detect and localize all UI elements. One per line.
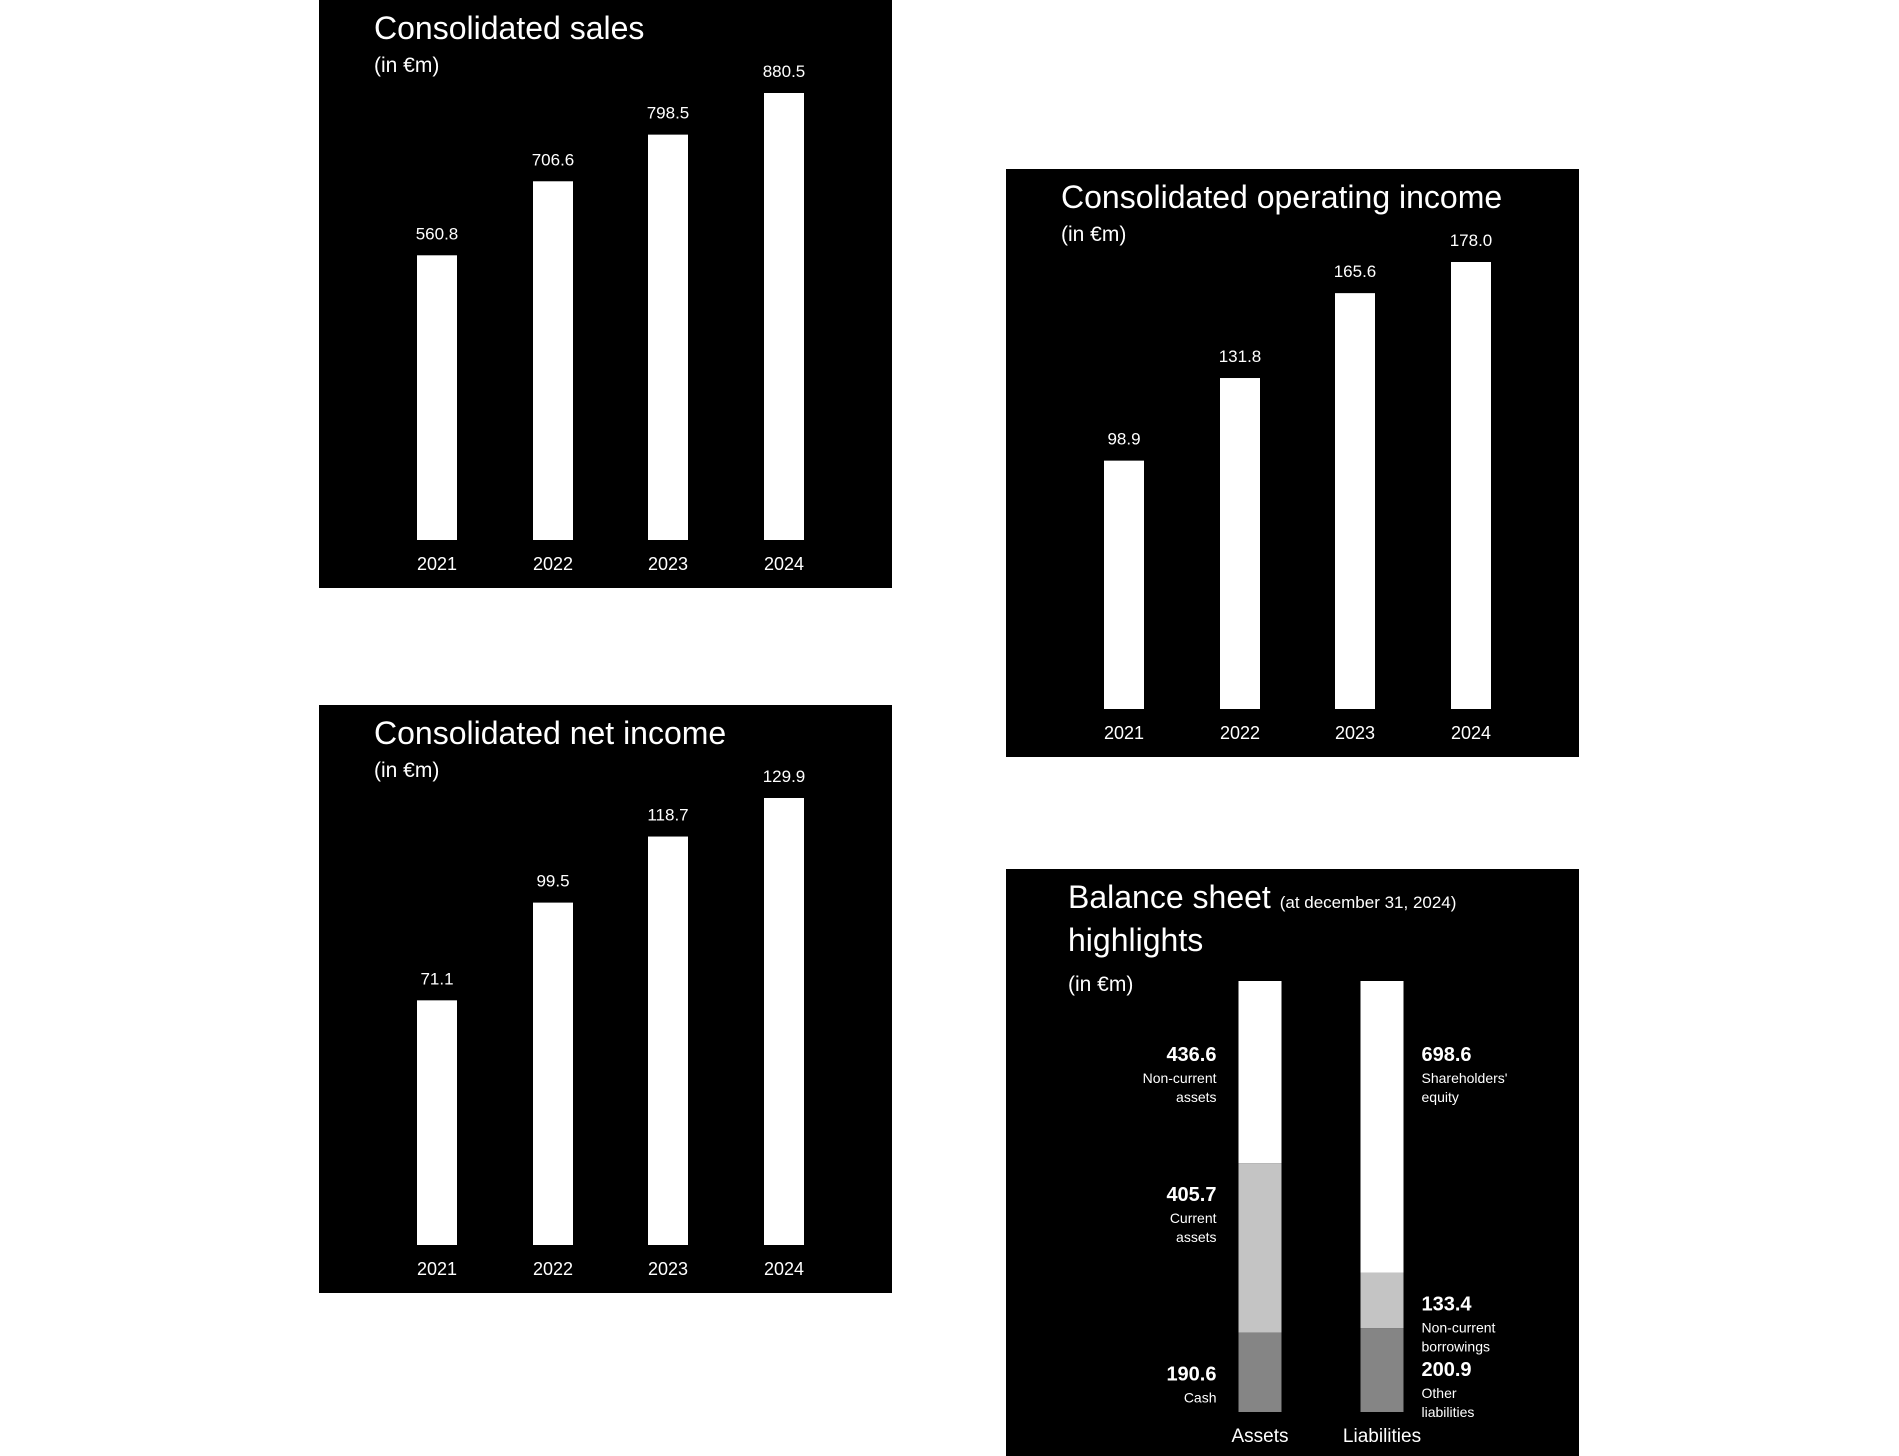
segment-name-label: Cash <box>1183 1389 1217 1406</box>
segment-cash <box>1239 1332 1282 1412</box>
x-tick-label-2023: 2023 <box>647 1259 689 1279</box>
x-tick-label-2021: 2021 <box>416 554 458 574</box>
chart-unit: (in €m) <box>1068 973 1134 996</box>
bar-2021 <box>417 255 457 540</box>
chart-unit: (in €m) <box>1061 223 1127 246</box>
segment-non-current-borrowings <box>1361 1273 1404 1329</box>
chart-title: Consolidated net income <box>374 715 727 751</box>
segment-name-label: borrowings <box>1421 1338 1490 1355</box>
x-tick-label-2023: 2023 <box>1334 723 1376 743</box>
chart-unit: (in €m) <box>374 759 440 782</box>
balance-sheet-chart-panel <box>1006 869 1579 1456</box>
bar-2024 <box>764 798 804 1245</box>
segment-name-label: Current <box>1169 1210 1217 1227</box>
segment-value-label: 190.6 <box>1166 1363 1217 1386</box>
bar-2022 <box>533 181 573 540</box>
x-tick-label-2022: 2022 <box>1219 723 1261 743</box>
data-label-2021: 71.1 <box>420 969 454 989</box>
segment-name-label: assets <box>1176 1229 1217 1246</box>
operating-income-chart-panel <box>1006 169 1579 757</box>
net-income-bar-chart <box>319 705 892 1293</box>
x-category-label-liabilities: Liabilities <box>1342 1426 1422 1447</box>
data-label-2023: 165.6 <box>1333 262 1377 282</box>
data-label-2024: 880.5 <box>762 62 806 81</box>
segment-name-label: equity <box>1421 1089 1459 1105</box>
sales-bar-chart <box>319 0 892 588</box>
segment-non-current-assets <box>1239 981 1282 1163</box>
x-tick-label-2024: 2024 <box>763 1259 805 1279</box>
segment-current-assets <box>1239 1163 1282 1332</box>
bar-2023 <box>1335 293 1375 709</box>
bar-2023 <box>648 837 688 1245</box>
data-label-2023: 118.7 <box>647 805 689 825</box>
x-tick-label-2024: 2024 <box>1450 723 1492 743</box>
operating-income-bar-chart <box>1006 169 1579 757</box>
data-label-2023: 798.5 <box>646 103 690 123</box>
x-tick-label-2024: 2024 <box>763 554 805 574</box>
data-label-2021: 98.9 <box>1107 429 1141 449</box>
segment-name-label: Non-current <box>1421 1319 1496 1336</box>
chart-title-note: (at december 31, 2024) <box>1279 893 1457 912</box>
segment-value-label: 133.4 <box>1421 1293 1472 1316</box>
segment-value-label: 200.9 <box>1421 1359 1472 1382</box>
segment-name-label: Non-current <box>1142 1070 1217 1086</box>
segment-name-label: Other <box>1421 1385 1457 1402</box>
data-label-2021: 560.8 <box>415 224 459 244</box>
bar-2022 <box>533 903 573 1245</box>
segment-value-label: 405.7 <box>1166 1184 1217 1207</box>
bar-2021 <box>417 1000 457 1245</box>
bar-2024 <box>764 93 804 540</box>
data-label-2022: 99.5 <box>536 871 570 891</box>
x-tick-label-2023: 2023 <box>647 554 689 574</box>
chart-title: Consolidated operating income <box>1061 179 1503 215</box>
data-label-2022: 706.6 <box>531 150 575 170</box>
segment-name-label: liabilities <box>1421 1404 1475 1421</box>
bar-2024 <box>1451 262 1491 709</box>
x-category-label-assets: Assets <box>1231 1426 1289 1447</box>
net-income-chart-panel <box>319 705 892 1293</box>
chart-title: Consolidated sales <box>374 10 645 46</box>
chart-title <box>1068 879 1456 916</box>
data-label-2024: 178.0 <box>1449 231 1493 250</box>
chart-title-line2: highlights <box>1068 922 1204 958</box>
segment-value-label: 436.6 <box>1166 1044 1217 1066</box>
x-tick-label-2021: 2021 <box>416 1259 458 1279</box>
segment-name-label: Shareholders' <box>1421 1070 1508 1086</box>
segment-name-label: assets <box>1176 1089 1217 1105</box>
x-tick-label-2022: 2022 <box>532 1259 574 1279</box>
bar-2022 <box>1220 378 1260 709</box>
segment-other-liabilities <box>1361 1328 1404 1412</box>
chart-unit: (in €m) <box>374 54 440 77</box>
x-tick-label-2021: 2021 <box>1103 723 1145 743</box>
bar-2021 <box>1104 461 1144 709</box>
x-tick-label-2022: 2022 <box>532 554 574 574</box>
sales-chart-panel <box>319 0 892 588</box>
segment-value-label: 698.6 <box>1421 1044 1472 1066</box>
data-label-2022: 131.8 <box>1218 347 1262 367</box>
segment-shareholders-equity <box>1361 981 1404 1273</box>
chart-title-main: Balance sheet <box>1068 879 1271 915</box>
bar-2023 <box>648 135 688 540</box>
data-label-2024: 129.9 <box>762 767 806 786</box>
